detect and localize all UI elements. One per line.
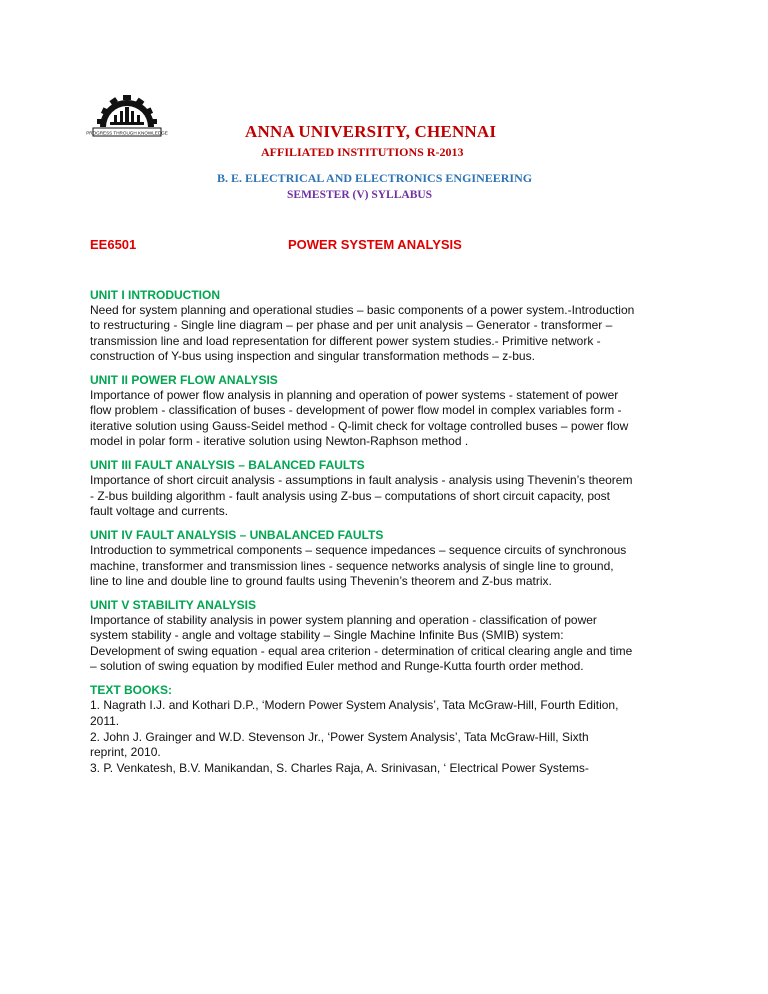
unit-text-line: fault voltage and currents. xyxy=(90,503,229,518)
unit-title: UNIT IV FAULT ANALYSIS – UNBALANCED FAULTS xyxy=(90,528,384,543)
textbook-line: 1. Nagrath I.J. and Kothari D.P., ‘Modern Power System Analysis’, Tata McGraw-Hill, Fourth Edition, xyxy=(90,698,619,713)
unit-text-line: Importance of stability analysis in power system planning and operation - classification of power xyxy=(90,613,597,628)
unit-section xyxy=(90,288,690,364)
unit-text-line: Development of swing equation - equal area criterion - determination of critical clearing angle and time xyxy=(90,643,633,658)
textbook-line: 3. P. Venkatesh, B.V. Manikandan, S. Charles Raja, A. Srinivasan, ‘ Electrical Power Systems- xyxy=(90,760,589,775)
unit-section xyxy=(90,528,690,589)
university-title: ANNA UNIVERSITY, CHENNAI xyxy=(245,122,497,141)
unit-text-line: line to line and double line to ground faults using Thevenin’s theorem and Z-bus matrix. xyxy=(90,573,552,588)
course-code: EE6501 xyxy=(90,237,137,252)
textbook-line: reprint, 2010. xyxy=(90,745,161,760)
unit-text-line: transmission line and load representation for different power system studies.- Primitive network - xyxy=(90,333,601,348)
unit-text-line: to restructuring - Single line diagram – per phase and per unit analysis – Generator - transformer – xyxy=(90,318,613,333)
unit-text-line: Need for system planning and operational studies – basic components of a power system.-Introduction xyxy=(90,303,635,317)
textbook-line: 2. John J. Grainger and W.D. Stevenson Jr., ‘Power System Analysis’, Tata McGraw-Hill, Sixth xyxy=(90,729,589,744)
affiliation-subtitle: AFFILIATED INSTITUTIONS R-2013 xyxy=(261,145,464,159)
unit-text-line: Introduction to symmetrical components – sequence impedances – sequence circuits of synchronous xyxy=(90,543,627,558)
unit-text-line: – solution of swing equation by modified Euler method and Runge-Kutta fourth order method. xyxy=(90,659,584,674)
unit-text-line: construction of Y-bus using inspection and singular transformation methods – z-bus. xyxy=(90,348,535,363)
unit-section xyxy=(90,458,690,519)
unit-title: UNIT V STABILITY ANALYSIS xyxy=(90,598,257,613)
university-emblem-icon xyxy=(86,95,168,137)
course-name: POWER SYSTEM ANALYSIS xyxy=(288,237,462,252)
unit-text-line: Importance of short circuit analysis - assumptions in fault analysis - analysis using Thevenin’s theorem xyxy=(90,473,633,488)
unit-text-line: - Z-bus building algorithm - fault analysis using Z-bus – computations of short circuit capacity, post xyxy=(90,488,611,503)
unit-title: UNIT III FAULT ANALYSIS – BALANCED FAULTS xyxy=(90,458,365,473)
unit-text-line: system stability - angle and voltage stability – Single Machine Infinite Bus (SMIB) system: xyxy=(90,628,564,643)
textbook-line: 2011. xyxy=(90,713,120,728)
unit-title: UNIT I INTRODUCTION xyxy=(90,288,220,302)
textbooks-title: TEXT BOOKS: xyxy=(90,683,173,698)
unit-section xyxy=(90,598,690,674)
unit-text-line: iterative solution using Gauss-Seidel method - Q-limit check for voltage controlled buses – power flow xyxy=(90,418,629,433)
unit-text-line: machine, transformer and transmission lines - sequence networks analysis of single line to ground, xyxy=(90,558,614,573)
emblem-banner-text: PROGRESS THROUGH KNOWLEDGE xyxy=(86,130,168,136)
unit-title: UNIT II POWER FLOW ANALYSIS xyxy=(90,373,278,388)
unit-text-line: flow problem - classification of buses - development of power flow model in complex variables form - xyxy=(90,403,622,418)
department-heading: B. E. ELECTRICAL AND ELECTRONICS ENGINEERING xyxy=(217,171,533,185)
unit-text-line: model in polar form - iterative solution using Newton-Raphson method . xyxy=(90,434,469,449)
syllabus-content xyxy=(90,288,690,785)
unit-text-line: Importance of power flow analysis in planning and operation of power systems - statement of power xyxy=(90,388,619,403)
textbooks-section xyxy=(90,683,690,776)
semester-heading: SEMESTER (V) SYLLABUS xyxy=(287,189,433,201)
unit-section xyxy=(90,373,690,449)
